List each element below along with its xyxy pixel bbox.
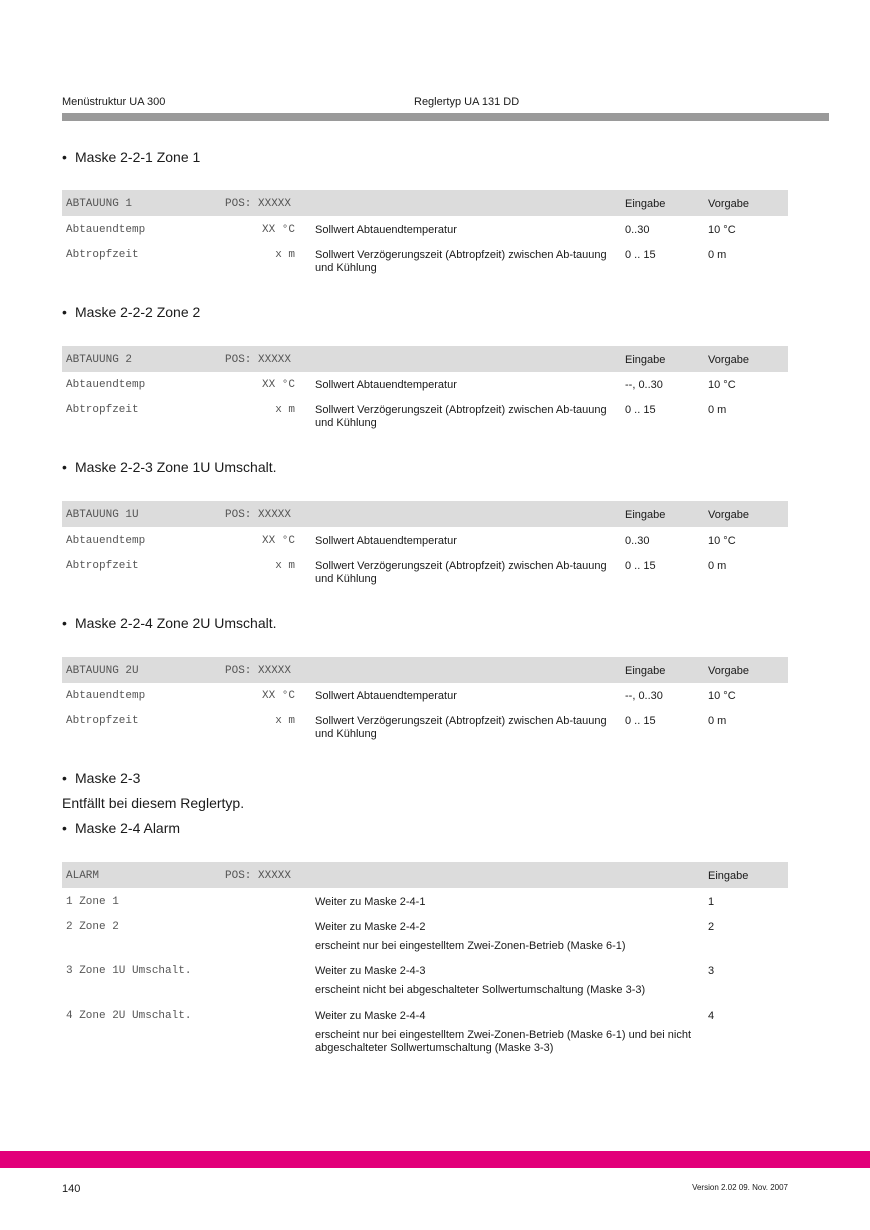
col-pos: POS: XXXXX — [225, 354, 292, 366]
table-header — [62, 190, 788, 216]
header-title: Menüstruktur UA 300 — [62, 96, 166, 108]
alarm-zone-link-text: Weiter zu Maske 2-4-1 — [315, 896, 426, 908]
param-range: --, 0..30 — [625, 379, 663, 391]
param-default: 10 °C — [708, 379, 736, 391]
param-name: Abtropfzeit — [66, 404, 139, 416]
col-vorgabe: Vorgabe — [708, 665, 749, 677]
col-pos: POS: XXXXX — [225, 198, 292, 210]
col-name: ABTAUUNG 1U — [66, 509, 139, 521]
alarm-zone-note: erscheint nur bei eingestelltem Zwei-Zonen-Betrieb (Maske 6-1) — [315, 940, 626, 952]
heading-text: Maske 2-4 Alarm — [75, 820, 181, 836]
table-row — [62, 715, 788, 745]
table-header — [62, 862, 788, 888]
table-row — [62, 535, 788, 560]
heading-text: Maske 2-3 — [75, 770, 141, 786]
param-description: Sollwert Abtauendtemperatur — [315, 535, 457, 547]
param-value: XX °C — [261, 535, 295, 547]
param-default: 0 m — [708, 715, 727, 727]
heading-text: Maske 2-2-2 Zone 2 — [75, 304, 201, 320]
bullet: • — [62, 770, 67, 786]
heading-text: Maske 2-2-1 Zone 1 — [75, 149, 201, 165]
param-range: 0 .. 15 — [625, 715, 656, 727]
table-header — [62, 346, 788, 372]
section-heading-1 — [62, 149, 200, 165]
alarm-zone-name: 2 Zone 2 — [66, 921, 119, 933]
col-eingabe: Eingabe — [625, 198, 666, 210]
param-description: Sollwert Abtauendtemperatur — [315, 379, 457, 391]
col-vorgabe: Vorgabe — [708, 509, 749, 521]
page-number: 140 — [62, 1183, 81, 1195]
table-row — [62, 1010, 788, 1060]
param-default: 10 °C — [708, 535, 736, 547]
section-heading-mask-2-3 — [62, 770, 140, 786]
section-heading-4 — [62, 615, 277, 631]
col-eingabe: Eingabe — [708, 870, 749, 882]
bullet: • — [62, 149, 67, 165]
table-row — [62, 921, 788, 965]
alarm-zone-link-text: Weiter zu Maske 2-4-2 — [315, 921, 426, 933]
bullet: • — [62, 615, 67, 631]
alarm-zone-input: 2 — [708, 921, 715, 933]
header-divider — [62, 113, 829, 121]
alarm-zone-name: 1 Zone 1 — [66, 896, 119, 908]
alarm-zone-note: erscheint nur bei eingestelltem Zwei-Zonen-Betrieb (Maske 6-1) und bei nicht abgeschalteter Sollwertumschaltung (Maske 3-3) — [315, 1029, 692, 1054]
alarm-zone-description — [315, 921, 705, 953]
param-value: XX °C — [261, 690, 295, 702]
table-row — [62, 404, 788, 434]
param-name: Abtauendtemp — [66, 379, 146, 391]
param-default: 10 °C — [708, 690, 736, 702]
mask-2-3-note: Entfällt bei diesem Reglertyp. — [62, 795, 245, 811]
param-name: Abtropfzeit — [66, 715, 139, 727]
param-name: Abtropfzeit — [66, 560, 139, 572]
bullet: • — [62, 459, 67, 475]
param-value: XX °C — [261, 224, 295, 236]
alarm-zone-name: 4 Zone 2U Umschalt. — [66, 1010, 192, 1022]
col-name: ABTAUUNG 2 — [66, 354, 133, 366]
section-heading-3 — [62, 459, 277, 475]
table-row — [62, 249, 788, 279]
heading-text: Maske 2-2-3 Zone 1U Umschalt. — [75, 459, 277, 475]
param-range: 0 .. 15 — [625, 404, 656, 416]
param-description: Sollwert Verzögerungszeit (Abtropfzeit) zwischen Ab-tauung und Kühlung — [315, 560, 607, 585]
param-value: x m — [275, 560, 295, 572]
param-range: 0..30 — [625, 224, 650, 236]
param-description: Sollwert Verzögerungszeit (Abtropfzeit) zwischen Ab-tauung und Kühlung — [315, 249, 607, 274]
param-value: x m — [275, 404, 295, 416]
col-eingabe: Eingabe — [625, 509, 666, 521]
table-row — [62, 896, 788, 921]
param-name: Abtropfzeit — [66, 249, 139, 261]
param-name: Abtauendtemp — [66, 690, 146, 702]
bullet: • — [62, 304, 67, 320]
col-name: ALARM — [66, 870, 100, 882]
alarm-zone-description — [315, 896, 705, 909]
param-default: 0 m — [708, 404, 727, 416]
col-eingabe: Eingabe — [625, 665, 666, 677]
param-description: Sollwert Verzögerungszeit (Abtropfzeit) zwischen Ab-tauung und Kühlung — [315, 404, 607, 429]
table-abtauung-1 — [62, 190, 788, 279]
alarm-zone-link-text: Weiter zu Maske 2-4-3 — [315, 965, 426, 977]
table-row — [62, 965, 788, 1010]
version-info: Version 2.02 09. Nov. 2007 — [692, 1183, 788, 1192]
alarm-zone-description — [315, 965, 705, 997]
param-description: Sollwert Verzögerungszeit (Abtropfzeit) zwischen Ab-tauung und Kühlung — [315, 715, 607, 740]
table-header — [62, 501, 788, 527]
col-pos: POS: XXXXX — [225, 509, 292, 521]
param-name: Abtauendtemp — [66, 224, 146, 236]
table-row — [62, 560, 788, 590]
alarm-zone-input: 4 — [708, 1010, 715, 1022]
param-default: 0 m — [708, 560, 727, 572]
param-default: 10 °C — [708, 224, 736, 236]
param-value: XX °C — [261, 379, 295, 391]
param-range: 0 .. 15 — [625, 249, 656, 261]
col-eingabe: Eingabe — [625, 354, 666, 366]
table-row — [62, 690, 788, 715]
section-heading-mask-2-4 — [62, 820, 180, 836]
footer-accent-bar — [0, 1151, 870, 1168]
param-value: x m — [275, 249, 295, 261]
heading-text: Maske 2-2-4 Zone 2U Umschalt. — [75, 615, 277, 631]
alarm-zone-link-text: Weiter zu Maske 2-4-4 — [315, 1010, 426, 1022]
alarm-zone-input: 3 — [708, 965, 715, 977]
section-heading-2 — [62, 304, 200, 320]
table-alarm — [62, 862, 788, 1060]
col-vorgabe: Vorgabe — [708, 198, 749, 210]
table-row — [62, 224, 788, 249]
alarm-zone-name: 3 Zone 1U Umschalt. — [66, 965, 192, 977]
col-pos: POS: XXXXX — [225, 665, 292, 677]
table-abtauung-2u — [62, 657, 788, 745]
param-description: Sollwert Abtauendtemperatur — [315, 224, 457, 236]
col-name: ABTAUUNG 1 — [66, 198, 133, 210]
table-abtauung-2 — [62, 346, 788, 434]
table-abtauung-1u — [62, 501, 788, 590]
col-pos: POS: XXXXX — [225, 870, 292, 882]
param-range: 0 .. 15 — [625, 560, 656, 572]
param-name: Abtauendtemp — [66, 535, 146, 547]
bullet: • — [62, 820, 67, 836]
col-vorgabe: Vorgabe — [708, 354, 749, 366]
col-name: ABTAUUNG 2U — [66, 665, 139, 677]
param-range: 0..30 — [625, 535, 650, 547]
alarm-zone-description — [315, 1010, 705, 1055]
param-value: x m — [275, 715, 295, 727]
alarm-zone-note: erscheint nicht bei abgeschalteter Sollwertumschaltung (Maske 3-3) — [315, 984, 646, 996]
alarm-zone-input: 1 — [708, 896, 715, 908]
table-row — [62, 379, 788, 404]
param-description: Sollwert Abtauendtemperatur — [315, 690, 457, 702]
table-header — [62, 657, 788, 683]
param-range: --, 0..30 — [625, 690, 663, 702]
param-default: 0 m — [708, 249, 727, 261]
header-controller-type: Reglertyp UA 131 DD — [414, 96, 520, 108]
